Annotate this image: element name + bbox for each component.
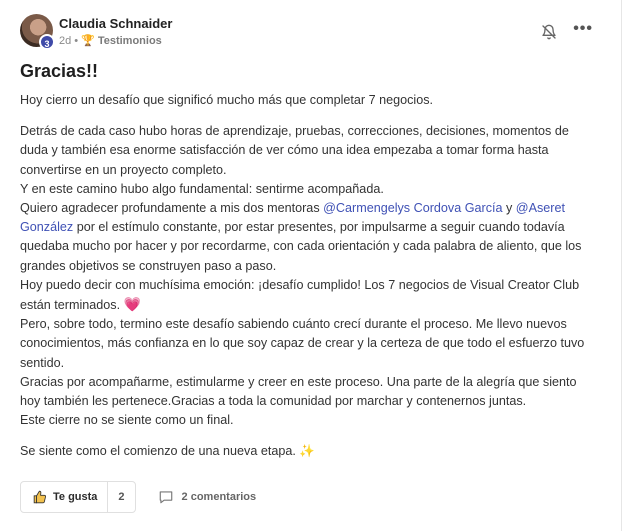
- bell-off-icon[interactable]: [541, 24, 557, 40]
- post-paragraph: Pero, sobre todo, termino este desafío sabiendo cuánto crecí durante el proceso. Me llevo nuevos conocimientos, más confianza en lo que soy capaz de crear y la certeza de que todo el esfuerzo tuvo sentido.: [20, 317, 585, 370]
- post-actions: [20, 481, 256, 513]
- comments-button[interactable]: [158, 490, 257, 504]
- level-badge: 3: [39, 34, 55, 50]
- comment-icon: [158, 490, 174, 504]
- post-text: Quiero agradecer profundamente a mis dos mentoras: [20, 201, 324, 216]
- more-options-icon[interactable]: •••: [573, 20, 593, 37]
- post-paragraph: Este cierre no se siente como un final.: [20, 413, 234, 428]
- like-button[interactable]: [21, 482, 107, 512]
- post-text: por el estímulo constante, por estar presentes, por impulsarme a seguir cuando todavía quedaba mucho por hacer y por recordarme, con cada orientación y cada palabra de aliento, que los grandes objetivos se construyen paso a paso.: [20, 220, 582, 273]
- post-text: Se siente como el comienzo de una nueva etapa.: [20, 444, 300, 459]
- post-paragraph: Gracias por acompañarme, estimularme y creer en este proceso. Una parte de la alegría que siento hoy también les pertenece.Gracias a toda la comunidad por marchar y contenernos juntas.: [20, 374, 577, 409]
- like-label: Te gusta: [53, 491, 98, 503]
- post-paragraph: Detrás de cada caso hubo horas de aprendizaje, pruebas, correcciones, decisiones, momentos de duda y también esa enorme satisfacción de ver cómo una idea empezaba a tomar forma hasta convertirse en un proyecto completo.: [20, 124, 569, 177]
- comments-label: 2 comentarios: [181, 491, 257, 503]
- like-count[interactable]: 2: [118, 491, 125, 503]
- like-control: [20, 481, 136, 513]
- category-link[interactable]: Testimonios: [97, 34, 162, 47]
- post-text: Hoy puedo decir con muchísima emoción: ¡desafío cumplido! Los 7 negocios de Visual Creator Club están terminados.: [20, 277, 580, 313]
- post-header: [20, 14, 601, 48]
- post-closing: [20, 442, 595, 461]
- post-meta: [59, 34, 162, 47]
- post-intro: Hoy cierro un desafío que significó mucho más que completar 7 negocios.: [20, 93, 434, 107]
- mention-link[interactable]: @Carmengelys Cordova García: [323, 201, 503, 216]
- thumbs-up-icon: [33, 490, 47, 504]
- post-age: 2d: [59, 34, 72, 47]
- post-paragraph: Y en este camino hubo algo fundamental: sentirme acompañada.: [20, 181, 384, 196]
- post-text: y: [502, 201, 516, 216]
- sparkles-emoji: ✨: [299, 444, 316, 459]
- mention-link[interactable]: @Aseret González: [20, 201, 565, 235]
- trophy-icon: 🏆: [81, 35, 95, 47]
- post-paragraph: [20, 276, 595, 315]
- meta-separator: •: [74, 34, 79, 47]
- post-body: [20, 91, 595, 462]
- post-title: Gracias!!: [20, 61, 99, 81]
- post-paragraph: [20, 199, 595, 276]
- heart-emoji: 💗: [123, 296, 142, 313]
- author-name[interactable]: Claudia Schnaider: [59, 16, 173, 31]
